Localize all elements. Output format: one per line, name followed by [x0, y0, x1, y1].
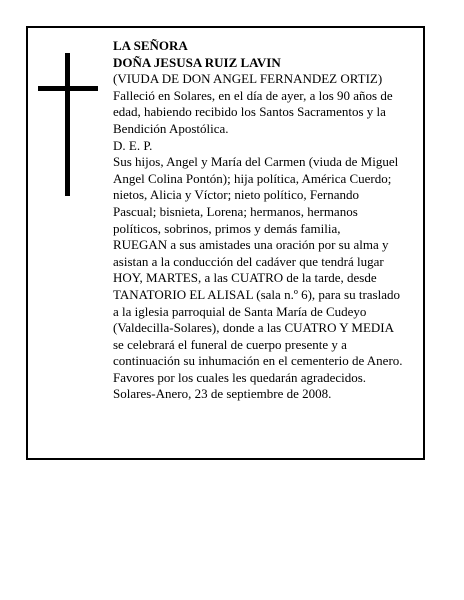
- latin-cross-icon: [38, 53, 98, 196]
- request-line: asistan a la conducción del cadáver que tendrá lugar: [113, 253, 384, 269]
- cross-horizontal-bar: [38, 86, 98, 91]
- request-line: Favores por los cuales les quedarán agradecidos.: [113, 369, 367, 385]
- request-line: continuación su inhumación en el cementerio de Anero.: [113, 353, 403, 369]
- notice-title: LA SEÑORA: [113, 38, 188, 53]
- request-line: a la iglesia parroquial de Santa María de Cudeyo: [113, 303, 367, 319]
- family-line: Sus hijos, Angel y María del Carmen (viuda de Miguel: [113, 154, 399, 170]
- rip-line: D. E. P.: [113, 137, 153, 153]
- request-line: se celebrará el funeral de cuerpo presente y a: [113, 336, 347, 352]
- request-line: TANATORIO EL ALISAL (sala n.º 6), para su traslado: [113, 286, 401, 302]
- deceased-name: DOÑA JESUSA RUIZ LAVIN: [113, 54, 281, 70]
- place-date-line: Solares-Anero, 23 de septiembre de 2008.: [113, 386, 332, 402]
- family-line: Pascual; bisnieta, Lorena; hermanos, hermanos: [113, 203, 358, 219]
- family-line: políticos, sobrinos, primos y demás familia,: [113, 220, 341, 236]
- widow-of-line: (VIUDA DE DON ANGEL FERNANDEZ ORTIZ): [113, 71, 383, 87]
- family-line: Angel Colina Pontón); hija política, América Cuerdo;: [113, 170, 392, 186]
- notice-text: [113, 38, 413, 403]
- request-line: RUEGAN a sus amistades una oración por su alma y: [113, 237, 389, 253]
- cross-vertical-bar: [65, 53, 70, 196]
- death-line: edad, habiendo recibido los Santos Sacramentos y la: [113, 104, 386, 120]
- death-line: Falleció en Solares, en el día de ayer, a los 90 años de: [113, 87, 393, 103]
- family-line: nietos, Alicia y Víctor; nieto político, Fernando: [113, 187, 359, 203]
- request-line: HOY, MARTES, a las CUATRO de la tarde, desde: [113, 270, 377, 286]
- request-line: (Valdecilla-Solares), donde a las CUATRO Y MEDIA: [113, 320, 394, 336]
- death-line: Bendición Apostólica.: [113, 120, 229, 136]
